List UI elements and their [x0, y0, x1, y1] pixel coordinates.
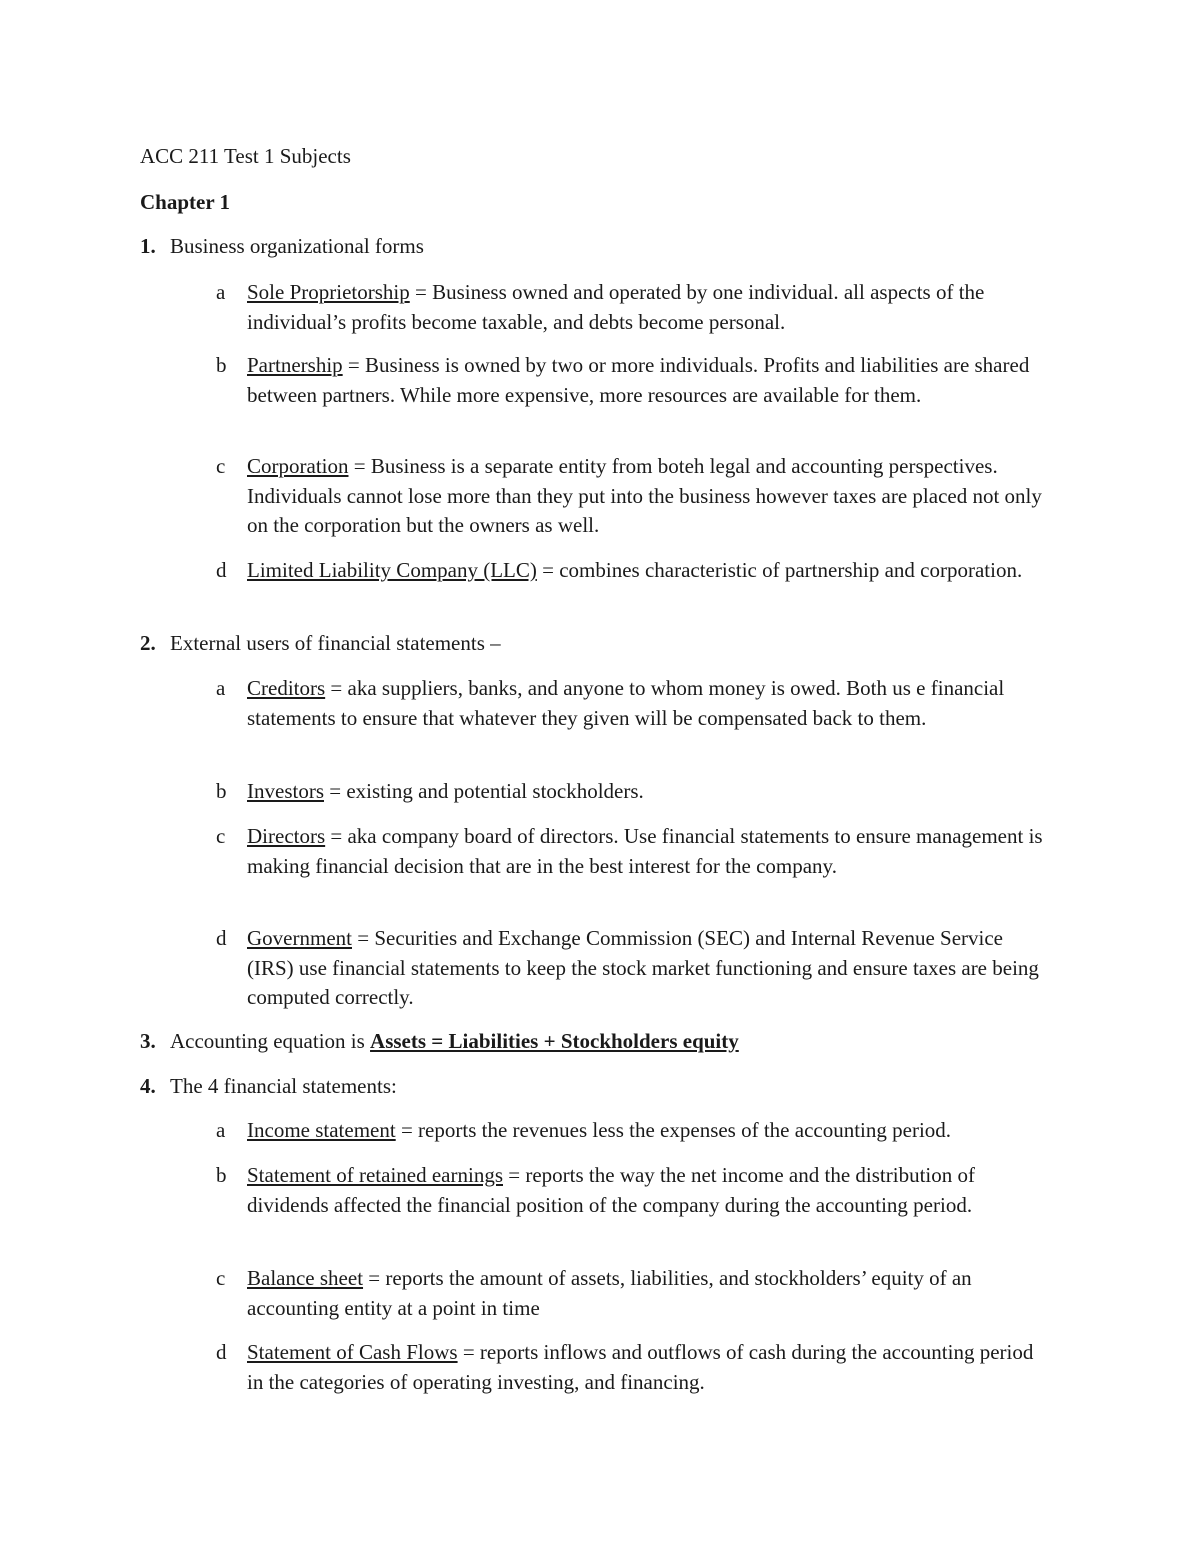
term-description: = reports the amount of assets, liabilities, and stockholders’ equity of an accounting entity at a point in time — [247, 1266, 972, 1320]
sub-item-letter: a — [216, 280, 226, 304]
list-item-4 — [140, 1072, 397, 1100]
item-number: 1. — [140, 234, 156, 258]
term-description: = existing and potential stockholders. — [324, 779, 644, 803]
term-description: = Business is owned by two or more individuals. Profits and liabilities are shared between partners. While more expensive, more resources are available for them. — [247, 353, 1030, 407]
item-text: Accounting equation is — [170, 1029, 371, 1053]
term-description: = aka company board of directors. Use financial statements to ensure management is making financial decision that are in the best interest for the company. — [247, 824, 1043, 878]
term-income-statement: Income statement — [247, 1118, 396, 1142]
sub-item-letter: c — [216, 824, 226, 848]
sub-item-creditors — [216, 674, 1046, 733]
term-description: = Business is a separate entity from boteh legal and accounting perspectives. Individuals cannot lose more than they put into the business however taxes are placed not only on the corporation but the owners as well. — [247, 454, 1042, 537]
sub-item-letter: a — [216, 676, 226, 700]
sub-item-letter: d — [216, 926, 227, 950]
term-partnership: Partnership — [247, 353, 343, 377]
term-description: = combines characteristic of partnership and corporation. — [536, 558, 1023, 582]
term-retained-earnings: Statement of retained earnings — [247, 1163, 503, 1187]
sub-item-letter: d — [216, 1340, 227, 1364]
term-balance-sheet: Balance sheet — [247, 1266, 364, 1290]
term-creditors: Creditors — [247, 676, 326, 700]
list-item-2 — [140, 629, 501, 657]
accounting-equation: Assets = Liabilities + Stockholders equity — [370, 1029, 739, 1053]
term-description: = reports the revenues less the expenses of the accounting period. — [395, 1118, 952, 1142]
sub-item-letter: c — [216, 454, 226, 478]
term-llc: Limited Liability Company (LLC) — [247, 558, 537, 582]
chapter-heading: Chapter 1 — [140, 190, 231, 214]
term-corporation: Corporation — [247, 454, 349, 478]
term-cash-flows: Statement of Cash Flows — [247, 1340, 458, 1364]
term-description: = Business owned and operated by one individual. all aspects of the individual’s profits become taxable, and debts become personal. — [247, 280, 985, 334]
sub-item-income-statement — [216, 1116, 1046, 1146]
sub-item-letter: b — [216, 1163, 227, 1187]
term-sole-proprietorship: Sole Proprietorship — [247, 280, 410, 304]
sub-item-government — [216, 924, 1046, 1013]
sub-item-cash-flows — [216, 1338, 1046, 1397]
term-description: = reports the way the net income and the distribution of dividends affected the financial position of the company during the accounting period. — [247, 1163, 975, 1217]
sub-item-partnership — [216, 351, 1046, 410]
item-text: Business organizational forms — [170, 234, 424, 258]
sub-item-investors — [216, 777, 1046, 807]
sub-item-letter: d — [216, 558, 227, 582]
sub-item-llc — [216, 556, 1046, 586]
sub-item-balance-sheet — [216, 1264, 1046, 1323]
item-text: External users of financial statements – — [170, 631, 501, 655]
sub-item-directors — [216, 822, 1046, 881]
document-title: ACC 211 Test 1 Subjects — [140, 144, 351, 168]
term-description: = reports inflows and outflows of cash during the accounting period in the categories of operating investing, and financing. — [247, 1340, 1034, 1394]
sub-item-letter: b — [216, 779, 227, 803]
item-number: 2. — [140, 631, 156, 655]
term-investors: Investors — [247, 779, 324, 803]
list-item-3 — [140, 1027, 739, 1055]
sub-item-letter: b — [216, 353, 227, 377]
sub-item-sole-proprietorship — [216, 278, 1046, 337]
term-government: Government — [247, 926, 352, 950]
item-number: 4. — [140, 1074, 156, 1098]
term-description: = aka suppliers, banks, and anyone to whom money is owed. Both us e financial statements to ensure that whatever they given will be compensated back to them. — [247, 676, 1005, 730]
list-item-1 — [140, 232, 424, 260]
item-number: 3. — [140, 1029, 156, 1053]
sub-item-retained-earnings — [216, 1161, 1046, 1220]
sub-item-letter: a — [216, 1118, 226, 1142]
term-directors: Directors — [247, 824, 326, 848]
item-text: The 4 financial statements: — [170, 1074, 397, 1098]
sub-item-corporation — [216, 452, 1046, 541]
term-description: = Securities and Exchange Commission (SEC) and Internal Revenue Service (IRS) use financial statements to keep the stock market functioning and ensure taxes are being computed correctly. — [247, 926, 1039, 1009]
sub-item-letter: c — [216, 1266, 226, 1290]
